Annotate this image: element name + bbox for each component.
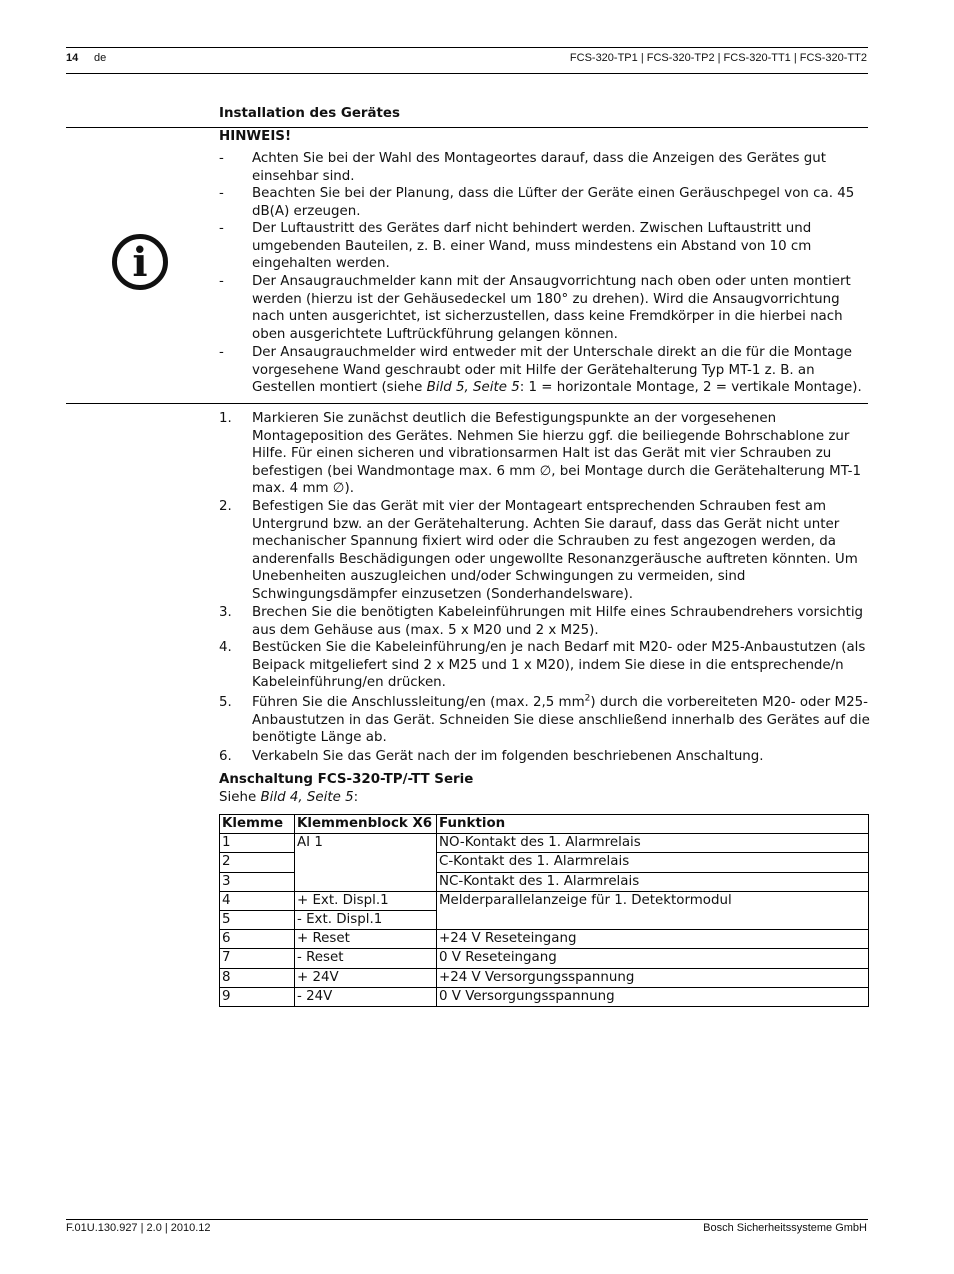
footer-doc-id: F.01U.130.927 | 2.0 | 2010.12 [66,1222,211,1234]
table-cell: 2 [220,853,295,872]
table-cell: 3 [220,872,295,891]
info-icon: i [112,234,168,290]
table-cell: NC-Kontakt des 1. Alarmrelais [437,872,869,891]
wiring-title: Anschaltung FCS-320-TP/-TT Serie [219,772,474,787]
step-item: 1. Markieren Sie zunächst deutlich die Befestigungspunkte an der vorgesehenen Montageposition des Gerätes. Nehmen Sie hierzu ggf. die beiliegende Bohrschablone zur Hilfe. Für einen sicheren und vibrationsarmen Halt ist das Gerät mit vier Schrauben zu befestigen (bei Wandmontage max. 6 mm ∅, bei Montage durch die Gerätehalterung MT-1 max. 4 mm ∅). [219,411,862,497]
table-cell: - Reset [295,949,437,968]
table-cell: AI 1 [295,834,437,892]
notice-item: - Der Ansaugrauchmelder kann mit der Ansaugvorrichtung nach oben oder unten montiert werden (hierzu ist der Gehäusedeckel um 180° zu drehen). Wird die Ansaugvorrichtung nach unten ausgerichtet, ist sicherzustellen, dass keine Fremdkörper in die hierbei nach oben ausgerichtete Luftrückführung gelangen können. [219,274,851,342]
table-cell: 0 V Versorgungsspannung [437,987,869,1006]
table-cell: +24 V Reseteingang [437,930,869,949]
column-header: Klemmenblock X6 [295,815,437,834]
header-top-rule [66,47,868,48]
step-item: 3. Brechen Sie die benötigten Kabeleinführungen mit Hilfe eines Schraubendrehers vorsichtig aus dem Gehäuse aus (max. 5 x M20 und 2 x M25). [219,605,864,638]
figure-reference: Bild 5, Seite 5 [426,380,520,396]
table-cell: 7 [220,949,295,968]
terminal-table [219,814,869,1007]
notice-item: - Achten Sie bei der Wahl des Montageortes darauf, dass die Anzeigen des Gerätes gut einsehbar sind. [219,151,826,184]
table-cell: +24 V Versorgungsspannung [437,968,869,987]
table-row [220,987,869,1006]
step-item: 5. Führen Sie die Anschlussleitung/en (max. 2,5 $mm^2$) durch die vorbereiteten M20- oder M25-Anbaustutzen in das Gerät. Schneiden Sie diese anschließend innerhalb des Gerätes auf die benötigte Länge ab. [219,693,870,746]
notice-top-rule [66,127,868,128]
table-cell: - 24V [295,987,437,1006]
notice-heading: HINWEIS! [219,129,292,144]
table-cell: NO-Kontakt des 1. Alarmrelais [437,834,869,853]
table-cell: 1 [220,834,295,853]
footer-rule [66,1219,868,1220]
table-cell: - Ext. Displ.1 [295,910,437,929]
table-cell: 4 [220,891,295,910]
table-cell: Melderparallelanzeige für 1. Detektormodul [437,891,869,929]
step-item: 2. Befestigen Sie das Gerät mit vier der Montageart entsprechenden Schrauben fest am Untergrund bzw. an der Gerätehalterung. Achten Sie darauf, dass das Gerät nicht unter mechanischer Spannung fixiert wird oder die Schrauben zu fest angezogen werden, da anderenfalls Beschädigungen oder ungewollte Resonanzgeräusche auftreten könnten. Um Unebenheiten auszugleichen und/oder Schwingungen zu vermeiden, sind Schwingungsdämpfer einzusetzen (Sonderhandelsware). [219,499,858,602]
column-header: Funktion [437,815,869,834]
header-bottom-rule [66,73,868,74]
table-header-row [220,815,869,834]
table-cell: + Ext. Displ.1 [295,891,437,910]
step-item: 6. Verkabeln Sie das Gerät nach der im folgenden beschriebenen Anschaltung. [219,749,764,764]
table-cell: + Reset [295,930,437,949]
table-cell: 0 V Reseteingang [437,949,869,968]
page-language: de [94,52,107,64]
page-number: 14 [66,52,79,64]
table-cell: C-Kontakt des 1. Alarmrelais [437,853,869,872]
table-row [220,949,869,968]
table-cell: + 24V [295,968,437,987]
notice-item: - Der Ansaugrauchmelder wird entweder mit der Unterschale direkt an die für die Montage vorgesehene Wand geschraubt oder mit Hilfe der Gerätehalterung Typ MT-1 z. B. an Gestellen montiert (siehe Bild 5, Seite 5: 1 = horizontale Montage, 2 = vertikale Montage). [219,345,862,396]
notice-item: - Beachten Sie bei der Planung, dass die Lüfter der Geräte einen Geräuschpegel von ca. 45 dB(A) erzeugen. [219,186,855,219]
figure-reference: Bild 4, Seite 5 [260,790,354,805]
table-row [220,968,869,987]
table-row [220,930,869,949]
wiring-reference: Siehe Bild 4, Seite 5: [219,790,359,805]
section-title: Installation des Gerätes [219,106,400,121]
table-cell: 8 [220,968,295,987]
notice-item: - Der Luftaustritt des Gerätes darf nicht behindert werden. Zwischen Luftaustritt und umgebenden Bauteilen, z. B. einer Wand, muss mindestens ein Abstand von 10 cm eingehalten werden. [219,221,812,272]
table-cell: 9 [220,987,295,1006]
header-models: FCS-320-TP1 | FCS-320-TP2 | FCS-320-TT1 | FCS-320-TT2 [569,52,867,64]
table-row [220,834,869,853]
step-item: 4. Bestücken Sie die Kabeleinführung/en je nach Bedarf mit M20- oder M25-Anbaustutzen (als Beipack mitgeliefert sind 2 x M25 und 1 x M20), indem Sie diese in die entsprechende/n Kabeleinführung/en drücken. [219,640,866,691]
table-cell: 6 [220,930,295,949]
table-cell: 5 [220,910,295,929]
column-header: Klemme [220,815,295,834]
table-row [220,891,869,910]
footer-company: Bosch Sicherheitssysteme GmbH [703,1222,867,1234]
notice-bottom-rule [66,403,868,404]
